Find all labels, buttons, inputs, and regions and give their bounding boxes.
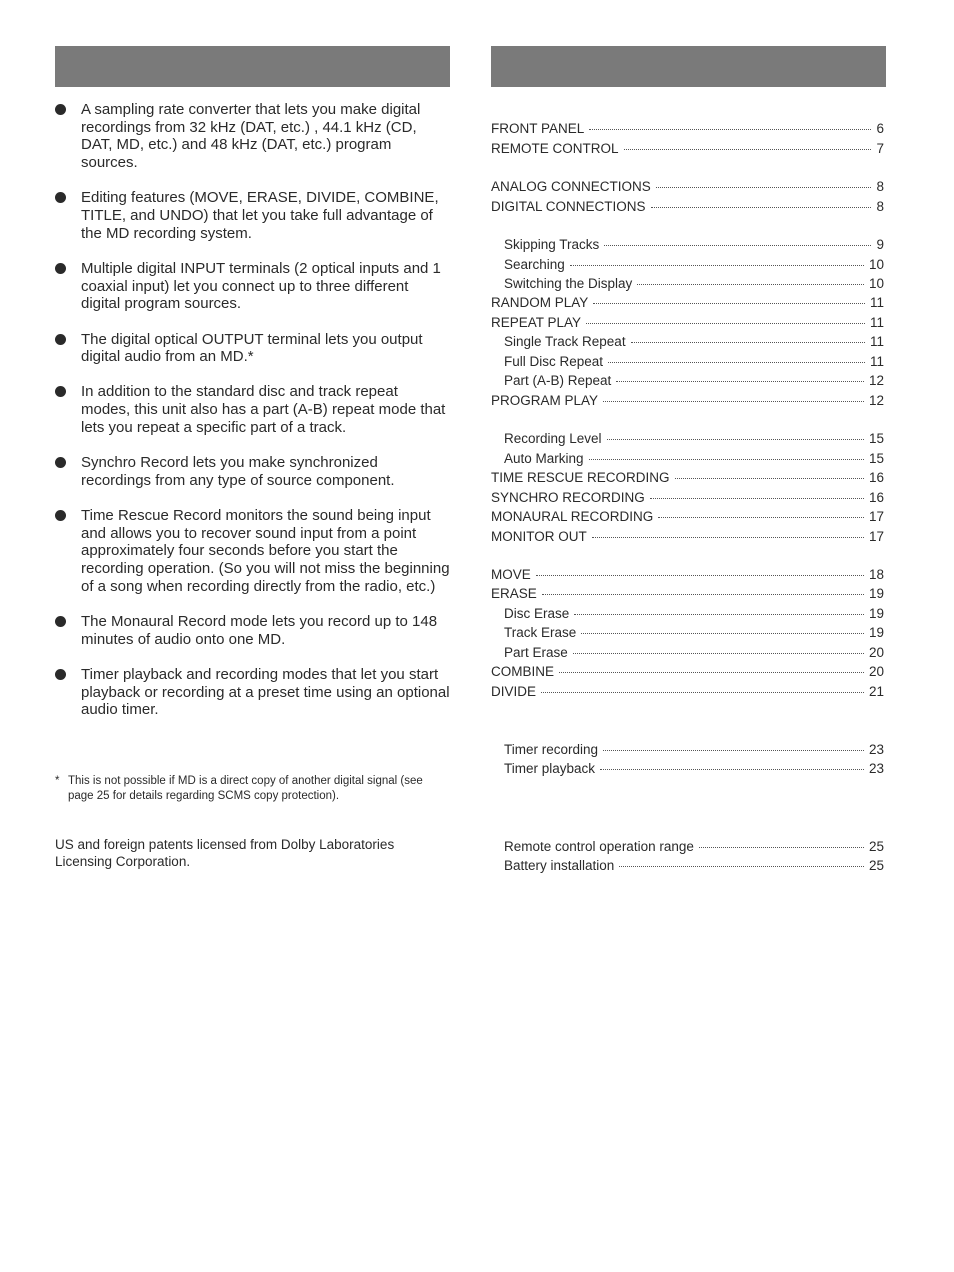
toc-label: MOVE [491,567,531,582]
toc-entry[interactable] [491,120,884,138]
toc-dot-leader [541,692,864,693]
toc-label: Battery installation [504,858,615,873]
toc-label: Part Erase [504,645,568,660]
toc-entry[interactable] [504,741,884,759]
toc-label: Track Erase [504,625,577,640]
toc-label: Full Disc Repeat [504,354,604,369]
toc-label: Timer recording [504,742,599,757]
toc-label: Switching the Display [504,276,633,291]
toc-dot-leader [619,866,864,867]
toc-label: DIGITAL CONNECTIONS [491,199,646,214]
toc-label: Part (A-B) Repeat [504,373,612,388]
toc-dot-leader [624,149,872,150]
toc-entry[interactable] [504,605,884,623]
feature-text: In addition to the standard disc and track repeat modes, this unit also has a part (A-B) repeat mode that lets you repeat a specific part of a track. [81,383,446,436]
toc-dot-leader [608,362,865,363]
bullet-icon [55,192,66,203]
feature-item [55,383,450,436]
toc-entry[interactable] [491,198,884,216]
toc-dot-leader [559,672,864,673]
toc-page-number: 16 [868,470,884,485]
toc-page-number: 15 [868,431,884,446]
toc-entry[interactable] [491,566,884,584]
toc-entry[interactable] [504,236,884,254]
toc-page-number: 20 [868,645,884,660]
toc-dot-leader [603,750,864,751]
toc-label: Remote control operation range [504,839,694,854]
bullet-icon [55,616,66,627]
toc-dot-leader [651,207,872,208]
toc-page-number: 25 [868,839,884,854]
toc-page-number: 17 [868,509,884,524]
toc-entry[interactable] [504,644,884,662]
toc-page-number: 19 [868,606,884,621]
feature-item [55,666,450,719]
toc-page-number: 11 [869,295,884,310]
feature-item [55,101,450,172]
toc-dot-leader [656,187,872,188]
toc-dot-leader [593,303,865,304]
toc-dot-leader [600,769,864,770]
bullet-icon [55,510,66,521]
toc-label: Timer playback [504,761,596,776]
toc-dot-leader [658,517,864,518]
toc-dot-leader [603,401,864,402]
footnote-marker: * [55,775,60,787]
feature-item [55,331,450,366]
bullet-icon [55,334,66,345]
toc-label: Single Track Repeat [504,334,626,349]
toc-label: REMOTE CONTROL [491,141,619,156]
toc-dot-leader [574,614,864,615]
toc-page-number: 19 [868,586,884,601]
toc-label: REPEAT PLAY [491,315,582,330]
toc-page-number: 19 [868,625,884,640]
feature-item [55,613,450,648]
bullet-icon [55,669,66,680]
features-list [55,101,450,736]
footnote-text: This is not possible if MD is a direct copy of another digital signal (see page 25 for details regarding SCMS copy protection). [68,775,423,802]
toc-dot-leader [542,594,864,595]
toc-entry[interactable] [491,392,884,410]
toc-label: MONAURAL RECORDING [491,509,654,524]
toc-label: ANALOG CONNECTIONS [491,179,651,194]
toc-entry[interactable] [491,489,884,507]
toc-page-number: 23 [868,742,884,757]
toc-entry[interactable] [504,333,884,351]
toc-entry[interactable] [504,353,884,371]
toc-dot-leader [604,245,871,246]
toc-dot-leader [589,129,871,130]
toc-dot-leader [607,439,864,440]
bullet-icon [55,104,66,115]
feature-text: Editing features (MOVE, ERASE, DIVIDE, COMBINE, TITLE, and UNDO) that let you take full advantage of the MD recording system. [81,189,439,242]
toc-page-number: 10 [868,257,884,272]
toc-page-number: 21 [868,684,884,699]
toc-entry[interactable] [504,430,884,448]
bullet-icon [55,457,66,468]
patent-notice: US and foreign patents licensed from Dolby Laboratories Licensing Corporation. [55,837,395,869]
toc-dot-leader [573,653,864,654]
toc-entry[interactable] [491,528,884,546]
toc-page-number: 23 [868,761,884,776]
feature-item [55,454,450,489]
toc-label: DIVIDE [491,684,537,699]
toc-label: Searching [504,257,565,272]
toc-page-number: 20 [868,664,884,679]
toc-page-number: 11 [869,334,884,349]
toc-label: SYNCHRO RECORDING [491,490,645,505]
toc-entry[interactable] [491,469,884,487]
toc-label: ERASE [491,586,537,601]
toc-dot-leader [536,575,864,576]
feature-text: Timer playback and recording modes that let you start playback or recording at a preset time using an optional audio timer. [81,665,450,719]
feature-text: A sampling rate converter that lets you make digital recordings from 32 kHz (DAT, etc.) , 44.1 kHz (CD, DAT, MD, etc.) and 48 kHz (DAT, etc.) program sources. [81,101,421,172]
toc-page-number: 10 [868,276,884,291]
toc-page-number: 12 [868,373,884,388]
feature-text: Time Rescue Record monitors the sound being input and allows you to recover sound input from a point approximately four seconds before you start the recording operation. (So you will not miss the beginning of a song when recording directly from the radio, etc.) [81,506,450,595]
toc-entry[interactable] [504,450,884,468]
toc-dot-leader [616,381,864,382]
toc-page-number: 25 [868,858,884,873]
toc-dot-leader [699,847,864,848]
bullet-icon [55,263,66,274]
toc-dot-leader [650,498,864,499]
toc-dot-leader [581,633,864,634]
toc-dot-leader [675,478,864,479]
toc-entry[interactable] [491,508,884,526]
toc-entry[interactable] [504,256,884,274]
toc-page-number: 12 [868,393,884,408]
toc-page-number: 18 [868,567,884,582]
feature-text: The digital optical OUTPUT terminal lets you output digital audio from an MD.* [81,330,423,366]
toc-label: Skipping Tracks [504,237,600,252]
toc-page-number: 8 [876,179,884,194]
toc-entry[interactable] [504,624,884,642]
toc-label: Auto Marking [504,451,584,466]
toc-label: FRONT PANEL [491,121,585,136]
toc-dot-leader [586,323,865,324]
toc-page-number: 11 [869,354,884,369]
toc-dot-leader [631,342,865,343]
toc-page-number: 16 [868,490,884,505]
toc-label: MONITOR OUT [491,529,587,544]
toc-dot-leader [592,537,864,538]
toc-entry[interactable] [491,294,884,312]
toc-page-number: 6 [876,121,884,136]
toc-page-number: 11 [869,315,884,330]
toc-label: COMBINE [491,664,555,679]
toc-entry[interactable] [491,314,884,332]
feature-item [55,507,450,596]
toc-label: Disc Erase [504,606,570,621]
toc-page-number: 17 [868,529,884,544]
contents-header-bar [491,46,886,87]
toc-entry[interactable] [504,760,884,778]
toc-entry[interactable] [504,838,884,856]
toc-entry[interactable] [504,857,884,875]
toc-dot-leader [589,459,864,460]
toc-page-number: 8 [876,199,884,214]
toc-page-number: 9 [876,237,884,252]
feature-text: The Monaural Record mode lets you record up to 148 minutes of audio onto one MD. [81,612,438,648]
toc-label: RANDOM PLAY [491,295,589,310]
feature-item [55,189,450,242]
toc-entry[interactable] [504,275,884,293]
toc-label: Recording Level [504,431,602,446]
feature-text: Multiple digital INPUT terminals (2 optical inputs and 1 coaxial input) let you connect up to three different digital program sources. [81,259,441,313]
toc-page-number: 15 [868,451,884,466]
toc-entry[interactable] [491,663,884,681]
footnote [55,774,435,804]
toc-entry[interactable] [491,140,884,158]
toc-entry[interactable] [491,683,884,701]
bullet-icon [55,386,66,397]
toc-page-number: 7 [876,141,884,156]
toc-dot-leader [637,284,864,285]
feature-item [55,260,450,313]
toc-entry[interactable] [491,585,884,603]
toc-dot-leader [570,265,864,266]
toc-label: TIME RESCUE RECORDING [491,470,670,485]
toc-entry[interactable] [504,372,884,390]
toc-label: PROGRAM PLAY [491,393,599,408]
toc-entry[interactable] [491,178,884,196]
feature-text: Synchro Record lets you make synchronized recordings from any type of source component. [81,454,395,489]
features-header-bar [55,46,450,87]
